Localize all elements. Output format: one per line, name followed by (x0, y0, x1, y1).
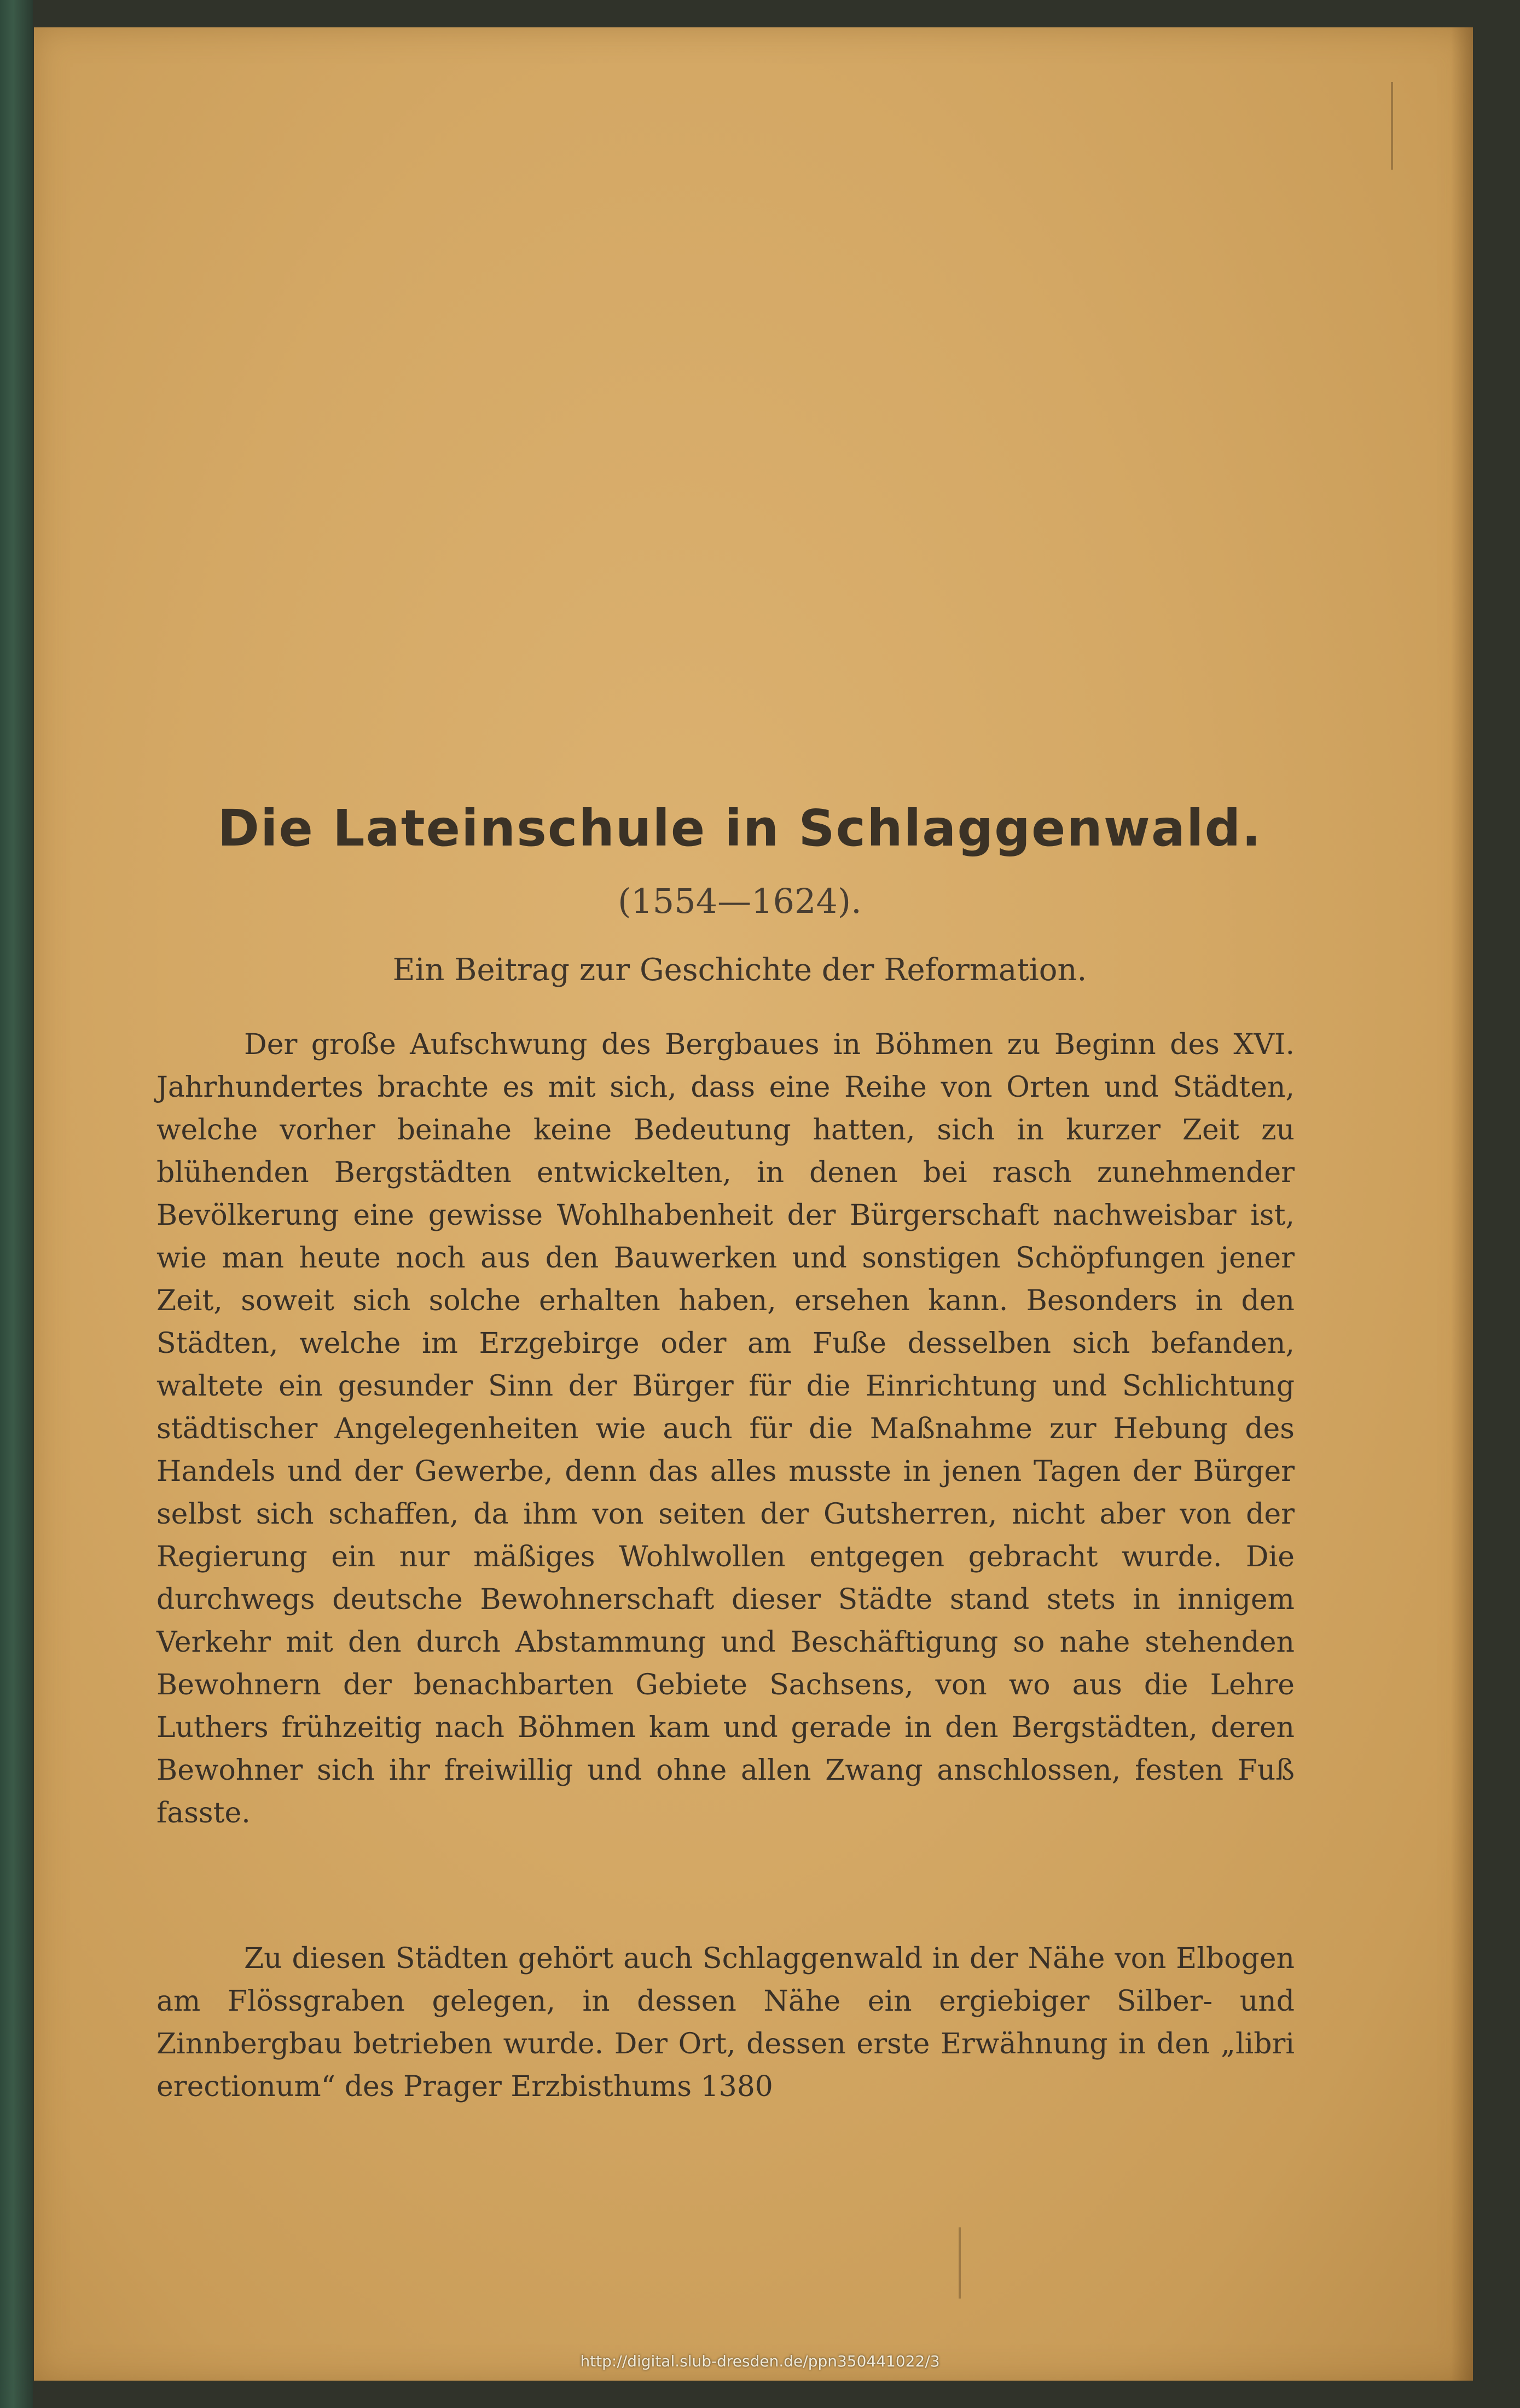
source-url-footer: http://digital.slub-dresden.de/ppn350441022/3 (580, 2352, 940, 2370)
body-paragraph: Zu diesen Städten gehört auch Schlaggenwald in der Nähe von Elbogen am Flössgraben gelegen, in dessen Nähe ein ergiebiger Silber- und Zinnbergbau betrieben wurde. Der Ort, dessen erste Erwähnung in den „libri erectionum“ des Prager Erzbisthums 1380 (156, 1942, 1295, 2103)
paper-crease-mark (1391, 82, 1393, 170)
page-edge-shadow (1451, 27, 1473, 2381)
body-paragraph: Der große Aufschwung des Bergbaues in Böhmen zu Beginn des XVI. Jahrhundertes brachte es mit sich, dass eine Reihe von Orten und Städten, welche vorher beinahe keine Bedeutung hatten, sich in kurzer Zeit zu blühenden Bergstädten entwickelten, in denen bei rasch zunehmender Bevölkerung eine gewisse Wohlhabenheit der Bürgerschaft nachweisbar ist, wie man heute noch aus den Bauwerken und sonstigen Schöpfungen jener Zeit, soweit sich solche erhalten haben, ersehen kann. Besonders in den Städten, welche im Erzgebirge oder am Fuße desselben sich befanden, waltete ein gesunder Sinn der Bürger für die Einrichtung und Schlichtung städtischer Angelegenheiten wie auch für die Maßnahme zur Hebung des Handels und der Gewerbe, denn das alles musste in jenen Tagen der Bürger selbst sich schaffen, da ihm von seiten der Gutsherren, nicht aber von der Regierung ein nur mäßiges Wohlwollen entgegen gebracht wurde. Die durchwegs deutsche Bewohnerschaft dieser Städte stand stets in innigem Verkehr mit den durch Abstammung und Beschäftigung so nahe stehenden Bewohnern der benachbarten Gebiete Sachsens, von wo aus die Lehre Luthers frühzeitig nach Böhmen kam und gerade in den Bergstädten, deren Bewohner sich ihr freiwillig und ohne allen Zwang anschlossen, festen Fuß fasste. (156, 1028, 1295, 1830)
document-dates: (1554—1624). (618, 881, 862, 921)
document-title: Die Lateinschule in Schlaggenwald. (217, 799, 1262, 858)
paper-crease-mark (959, 2227, 961, 2299)
book-binding-edge (0, 0, 33, 2408)
document-subtitle: Ein Beitrag zur Geschichte der Reformation. (392, 952, 1087, 988)
document-page (34, 27, 1473, 2381)
